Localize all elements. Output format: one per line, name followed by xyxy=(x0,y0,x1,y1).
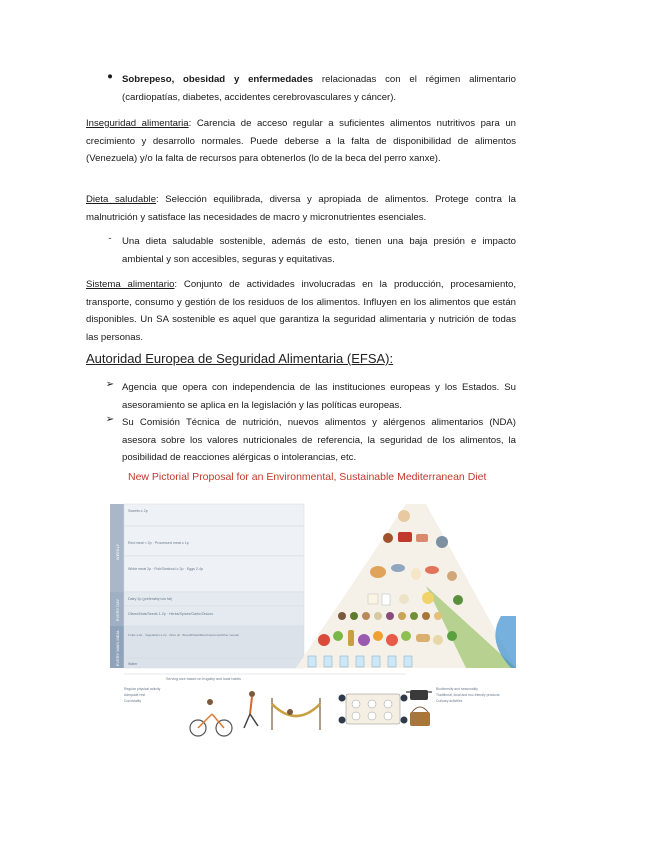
pyramid-illustration xyxy=(106,466,546,742)
pepper-icon xyxy=(386,634,398,646)
arrow-bullet-icon: ➢ xyxy=(105,379,115,390)
term-food-system: Sistema alimentario xyxy=(86,279,175,290)
bullet-overweight-bold: Sobrepeso, obesidad y enfermedades xyxy=(122,74,314,85)
garlic-icon xyxy=(374,612,382,620)
serving-size-note: Serving size based on frugality and local habits xyxy=(166,677,241,681)
figure-title-b: for an Environmental, Sustainable Mediterranean Diet xyxy=(233,471,487,483)
water-glass-icon xyxy=(308,656,316,667)
term-healthy-diet: Dieta saludable xyxy=(86,194,157,205)
paragraph-food-system xyxy=(86,276,516,346)
lifestyle-label: Regular physical activity xyxy=(124,687,161,691)
side-label-weekly: WEEKLY xyxy=(115,543,120,561)
lifestyle-label: Conviviality xyxy=(124,699,142,703)
dining-table-icon xyxy=(339,694,408,724)
pasta-icon xyxy=(433,635,443,645)
efsa-item-2: Su Comisión Técnica de nutrición, nuevos alimentos y alérgenos alimentarios (NDA) asesora sobre los valores nutricionales de referencia, la seguridad de los alimentos, la posibilidad de reacciones alérgicas o intolerancias, etc. xyxy=(122,417,516,464)
onion-icon xyxy=(386,612,394,620)
nut-icon xyxy=(422,612,430,620)
side-label-everyday: EVERY DAY xyxy=(115,598,120,622)
lettuce-icon xyxy=(401,631,411,641)
herbs-icon xyxy=(453,595,463,605)
tier-label-olives: Olives/Nuts/Seeds 1-2p · Herbs/Spices/Garlic/Onions xyxy=(128,612,214,616)
definition-food-insecurity: : Carencia de acceso regular a suficientes alimentos nutritivos para un crecimiento y desarrollo normales. Puede deberse a la falta de disponibilidad de alimentos (Venezuela) y/o la falta de recursos para obtenerlos (lo de la beca del perro xanxe). xyxy=(86,118,516,165)
bullet-overweight-text: relacionadas con el régimen alimentario (cardiopatías, diabetes, accidentes cerebrovasculares y cáncer). xyxy=(122,74,516,103)
olive-oil-bottle-icon xyxy=(348,630,354,646)
shrimp-icon xyxy=(425,566,439,574)
broccoli-icon xyxy=(333,631,343,641)
bean-icon xyxy=(434,612,442,620)
fish-icon xyxy=(391,564,405,572)
tier-label-fruits: Fruits 1-2p · Vegetables ≥ 2p · Olive oil · Bread/Pasta/Rice/Couscous/Other cereals xyxy=(128,633,239,637)
tier-band-water xyxy=(124,658,304,668)
water-glass-icon xyxy=(388,656,396,667)
water-glass-icon xyxy=(404,656,412,667)
lifestyle-label: Biodiversity and seasonality xyxy=(436,687,478,691)
tier-band-fruits xyxy=(124,626,304,658)
yogurt-icon xyxy=(399,594,409,604)
subitem-sustainable-diet: Una dieta saludable sostenible, además de esto, tienen una baja presión e impacto ambiental y son accesibles, seguras y equitativas. xyxy=(122,236,516,265)
bullet-dot: ● xyxy=(107,71,113,82)
figure-title-a: New Pictorial Proposal xyxy=(128,471,234,483)
hammock-icon xyxy=(272,698,320,730)
tier-label-water: Water xyxy=(128,662,138,666)
basket-icon xyxy=(410,707,430,726)
term-food-insecurity: Inseguridad alimentaria xyxy=(86,118,189,129)
tomato-icon xyxy=(318,634,330,646)
lemon-icon xyxy=(422,592,434,604)
tier-band-white-meat xyxy=(124,556,304,592)
seed-icon xyxy=(398,612,406,620)
tier-label-dairy: Dairy 2p (preferably low fat) xyxy=(128,597,173,601)
cow-icon xyxy=(436,536,448,548)
water-glass-icon xyxy=(372,656,380,667)
runner-icon xyxy=(244,691,258,728)
almond-icon xyxy=(362,612,370,620)
side-label-meal: EVERY MAIN MEAL xyxy=(115,629,120,667)
nuts-row xyxy=(338,612,442,620)
definition-food-system: : Conjunto de actividades involucradas en la producción, procesamiento, transporte, consumo y gestión de los residuos de los alimentos. Influyen en los alimentos que están disponibles. Un SA sostenible es aquel que garantiza la seguridad alimentaria y nutrición de todas las personas. xyxy=(86,279,516,343)
section-heading-efsa: Autoridad Europea de Seguridad Alimentaria (EFSA): xyxy=(86,351,394,366)
water-glass-icon xyxy=(324,656,332,667)
cheese-icon xyxy=(368,594,378,604)
nut-icon xyxy=(338,612,346,620)
tier-label-sweets: Sweets ≤ 2p xyxy=(128,509,148,513)
olive-icon xyxy=(350,612,358,620)
eggplant-icon xyxy=(358,634,370,646)
chicken-icon xyxy=(370,566,386,578)
grapes-icon xyxy=(447,631,457,641)
mediterranean-diet-figure xyxy=(106,466,546,742)
paragraph-food-insecurity xyxy=(86,115,516,168)
dash-marker: - xyxy=(108,233,112,244)
figure-title xyxy=(128,471,486,483)
orange-icon xyxy=(373,631,383,641)
potato-icon xyxy=(447,571,457,581)
tier-label-red-meat: Red meat < 2p · Processed meat ≤ 1p xyxy=(128,541,189,545)
bread-icon xyxy=(416,634,430,642)
tier-band-sweets xyxy=(124,504,304,526)
cooking-pot-icon xyxy=(406,690,432,700)
arrow-bullet-icon: ➢ xyxy=(105,414,115,425)
bullet-overweight xyxy=(122,71,516,106)
efsa-item-1: Agencia que opera con independencia de las instituciones europeas y los Estados. Su asesoramiento se aplica en la legislación y las políticas europeas. xyxy=(122,382,516,411)
tier-label-white-meat: White meat 2p · Fish/Seafood ≥ 2p · Eggs 2-4p xyxy=(128,567,204,571)
milk-icon xyxy=(382,594,390,605)
water-glass-icon xyxy=(356,656,364,667)
egg-icon xyxy=(411,568,421,580)
red-meat-icon xyxy=(398,532,412,542)
cyclist-icon xyxy=(190,699,232,736)
lifestyle-label: Adequate rest xyxy=(124,693,146,697)
sweets-icon xyxy=(398,510,410,522)
lifestyle-label: Culinary activities xyxy=(436,699,463,703)
paragraph-healthy-diet xyxy=(86,191,516,226)
sausage-icon xyxy=(383,533,393,543)
definition-healthy-diet: : Selección equilibrada, diversa y apropiada de alimentos. Protege contra la malnutrición y satisface las necesidades de macro y micronutrientes esenciales. xyxy=(86,194,516,223)
tier-band-olives xyxy=(124,606,304,626)
ham-icon xyxy=(416,534,428,542)
lifestyle-label: Traditional, local and eco-friendly products xyxy=(436,693,500,697)
water-glass-icon xyxy=(340,656,348,667)
olive-icon xyxy=(410,612,418,620)
